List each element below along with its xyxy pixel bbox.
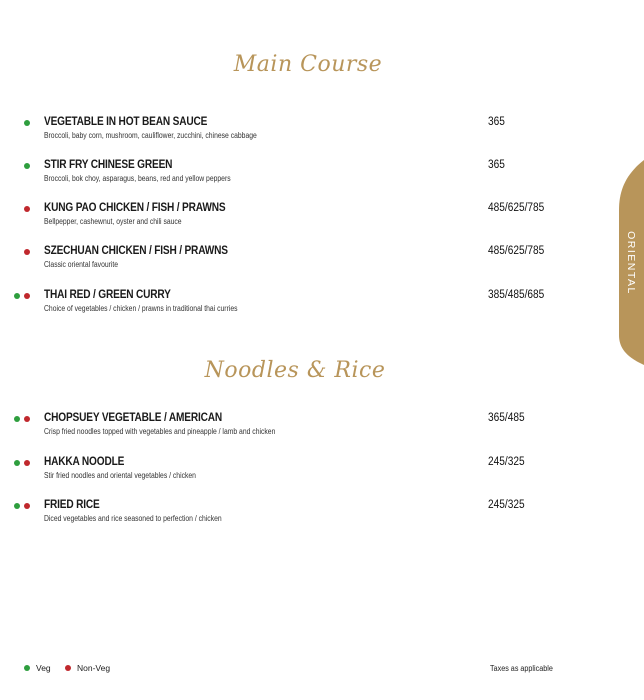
item-description: Crisp fried noodles topped with vegetables and pineapple / lamb and chicken <box>44 427 276 436</box>
non-veg-dot-icon <box>24 416 30 422</box>
item-description: Diced vegetables and rice seasoned to perfection / chicken <box>44 514 222 523</box>
legend-veg-label: Veg <box>36 663 51 673</box>
item-name: THAI RED / GREEN CURRY <box>44 289 171 301</box>
veg-dot-icon <box>14 460 20 466</box>
item-price: 365 <box>488 116 505 128</box>
non-veg-dot-icon <box>24 460 30 466</box>
non-veg-dot-icon <box>24 293 30 299</box>
veg-dot-icon <box>14 416 20 422</box>
section-title-main-course: Main Course <box>233 52 383 77</box>
veg-dot-icon <box>24 120 30 126</box>
item-description: Classic oriental favourite <box>44 260 119 269</box>
legend-non-veg-label: Non-Veg <box>77 663 111 673</box>
section-title-noodles-rice: Noodles & Rice <box>204 358 386 383</box>
item-price: 365 <box>488 159 505 171</box>
non-veg-dot-icon <box>24 206 30 212</box>
item-description: Broccoli, baby corn, mushroom, cauliflower, zucchini, chinese cabbage <box>44 131 257 140</box>
menu-item <box>0 159 600 199</box>
item-price: 245/325 <box>488 499 525 511</box>
legend-veg <box>24 663 51 673</box>
non-veg-dot-icon <box>24 249 30 255</box>
item-description: Broccoli, bok choy, asparagus, beans, red and yellow peppers <box>44 174 231 183</box>
side-tab-label: ORIENTAL <box>625 230 638 295</box>
item-name: FRIED RICE <box>44 499 100 511</box>
item-name: HAKKA NOODLE <box>44 456 125 468</box>
item-price: 485/625/785 <box>488 202 545 214</box>
non-veg-dot-icon <box>65 665 71 671</box>
non-veg-dot-icon <box>24 503 30 509</box>
veg-dot-icon <box>14 503 20 509</box>
side-tab-oriental[interactable] <box>618 160 644 365</box>
menu-item <box>0 289 600 329</box>
menu-item <box>0 412 600 452</box>
menu-item <box>0 456 600 496</box>
veg-dot-icon <box>24 665 30 671</box>
legend-non-veg <box>65 663 110 673</box>
tax-note: Taxes as applicable <box>490 664 553 673</box>
item-description: Choice of vegetables / chicken / prawns in traditional thai curries <box>44 304 238 313</box>
menu-item <box>0 499 600 539</box>
menu-item <box>0 202 600 242</box>
item-description: Stir fried noodles and oriental vegetables / chicken <box>44 471 196 480</box>
item-price: 245/325 <box>488 456 525 468</box>
menu-item <box>0 116 600 156</box>
item-name: KUNG PAO CHICKEN / FISH / PRAWNS <box>44 202 226 214</box>
item-description: Bellpepper, cashewnut, oyster and chili sauce <box>44 217 182 226</box>
item-name: CHOPSUEY VEGETABLE / AMERICAN <box>44 412 223 424</box>
item-price: 485/625/785 <box>488 245 545 257</box>
item-price: 385/485/685 <box>488 289 545 301</box>
item-price: 365/485 <box>488 412 525 424</box>
veg-dot-icon <box>24 163 30 169</box>
side-tab-label-wrap <box>618 160 644 365</box>
veg-dot-icon <box>14 293 20 299</box>
item-name: STIR FRY CHINESE GREEN <box>44 159 173 171</box>
item-name: SZECHUAN CHICKEN / FISH / PRAWNS <box>44 245 228 257</box>
menu-item <box>0 245 600 285</box>
item-name: VEGETABLE IN HOT BEAN SAUCE <box>44 116 208 128</box>
